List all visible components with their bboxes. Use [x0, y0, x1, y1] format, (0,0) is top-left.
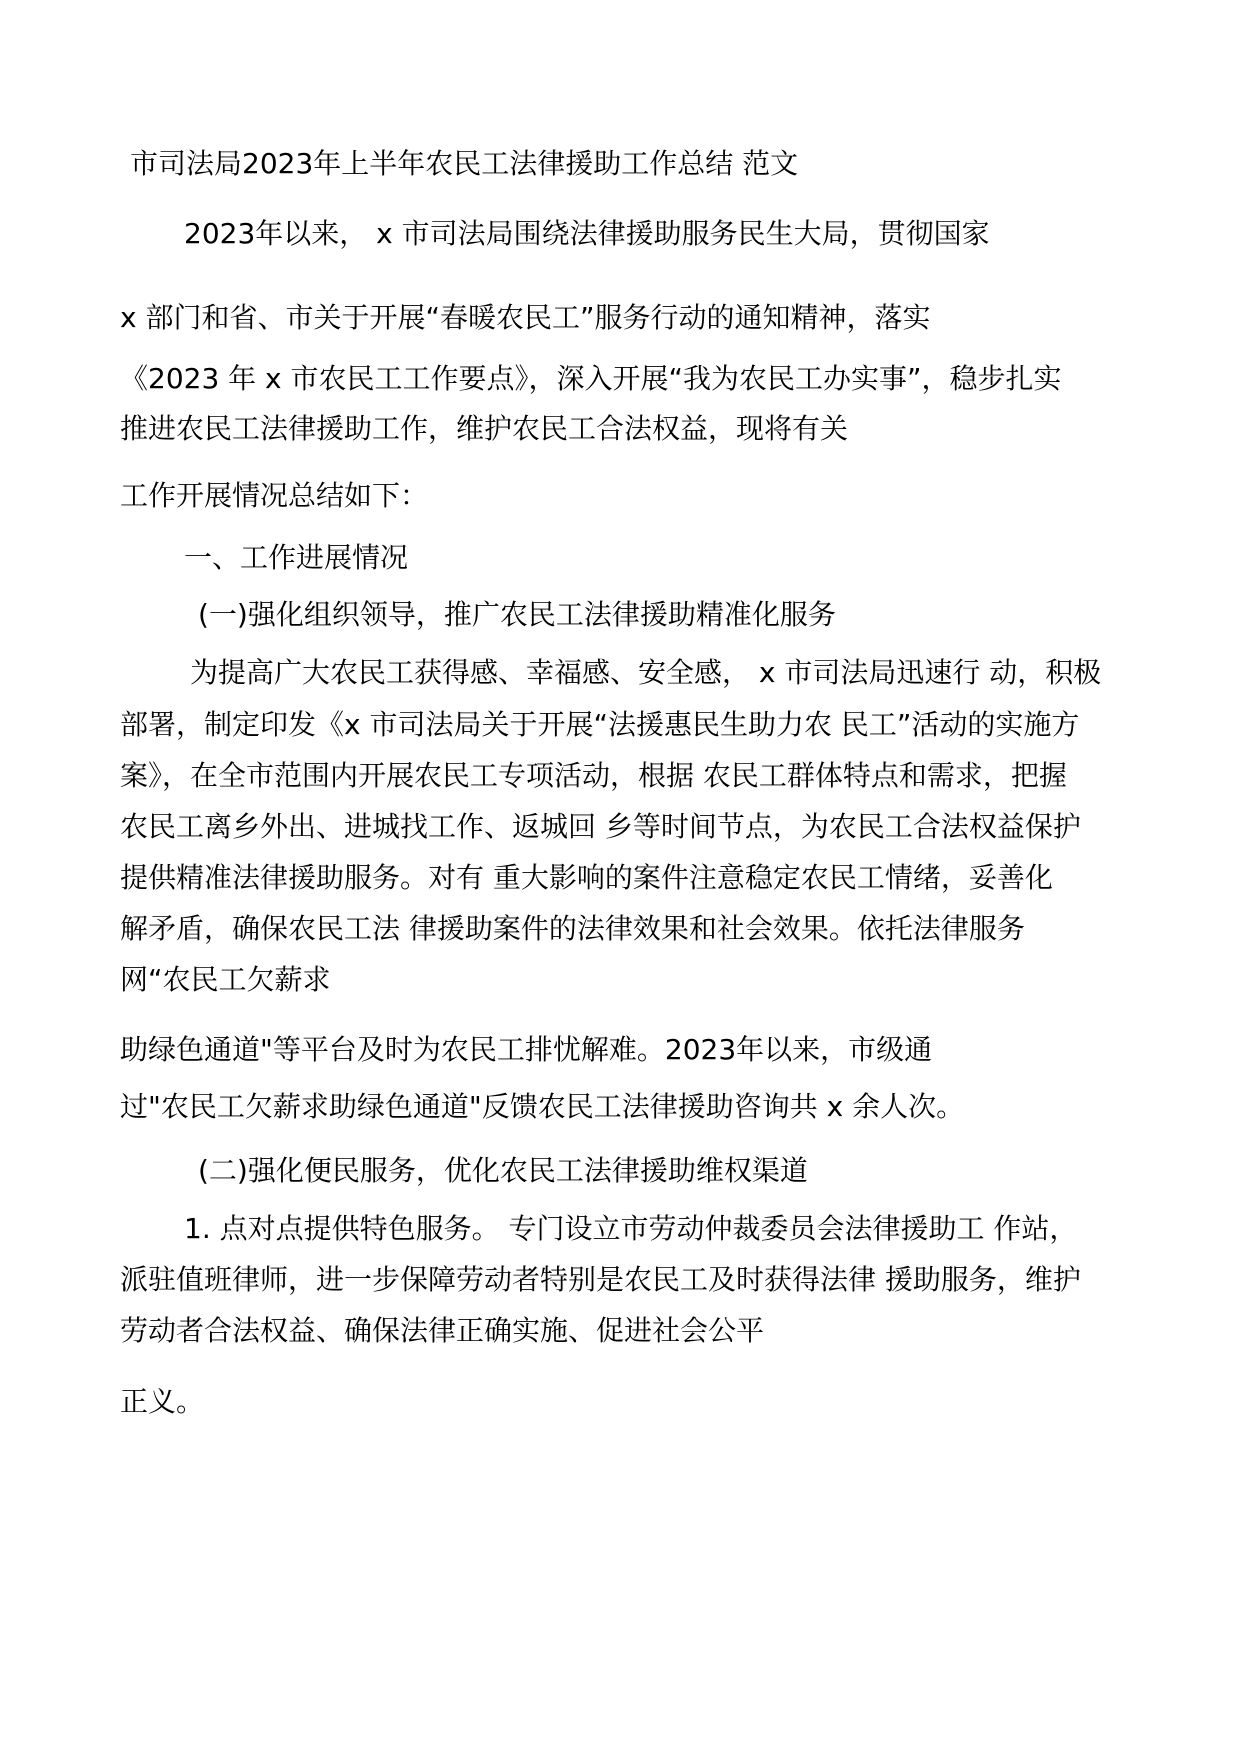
paragraph-line: 工作开展情况总结如下： [120, 479, 429, 512]
paragraph-line: x 部门和省、市关于开展“春暖农民工”服务行动的通知精神，落实 [120, 301, 931, 334]
paragraph-line: 解矛盾，确保农民工法 律援助案件的法律效果和社会效果。依托法律服务 [120, 912, 1025, 945]
paragraph-line: 《2023 年 x 市农民工工作要点》，深入开展“我为农民工办实事”，稳步扎实 [120, 362, 1062, 395]
subsection-heading: (二)强化便民服务，优化农民工法律援助维权渠道 [198, 1154, 808, 1187]
paragraph-line: 劳动者合法权益、确保法律正确实施、促进社会公平 [120, 1314, 765, 1347]
subsection-heading: (一)强化组织领导，推广农民工法律援助精准化服务 [198, 598, 836, 631]
paragraph-line: 网“农民工欠薪求 [120, 963, 331, 996]
paragraph-line: 正义。 [120, 1385, 205, 1418]
section-heading: 一、工作进展情况 [184, 541, 409, 574]
paragraph-line: 为提高广大农民工获得感、幸福感、安全感， x 市司法局迅速行 动，积极 [190, 656, 1102, 689]
paragraph-line: 提供精准法律援助服务。对有 重大影响的案件注意稳定农民工情绪，妥善化 [120, 861, 1053, 894]
paragraph-line: 助绿色通道"等平台及时为农民工排忧解难。2023年以来，市级通 [120, 1033, 933, 1066]
paragraph-line: 推进农民工法律援助工作，维护农民工合法权益，现将有关 [120, 412, 849, 445]
paragraph-line: 2023年以来， x 市司法局围绕法律援助服务民生大局，贯彻国家 [184, 217, 990, 250]
paragraph-line: 过"农民工欠薪求助绿色通道"反馈农民工法律援助咨询共 x 余人次。 [120, 1090, 965, 1123]
document-title: 市司法局2023年上半年农民工法律援助工作总结 范文 [130, 147, 799, 180]
paragraph-line: 派驻值班律师，进一步保障劳动者特别是农民工及时获得法律 援助服务，维护 [120, 1263, 1081, 1296]
paragraph-line: 案》，在全市范围内开展农民工专项活动，根据 农民工群体特点和需求，把握 [120, 759, 1067, 792]
paragraph-line: 1. 点对点提供特色服务。 专门设立市劳动仲裁委员会法律援助工 作站， [184, 1212, 1078, 1245]
paragraph-line: 部署，制定印发《x 市司法局关于开展“法援惠民生助力农 民工”活动的实施方 [120, 708, 1080, 741]
paragraph-line: 农民工离乡外出、进城找工作、返城回 乡等时间节点，为农民工合法权益保护 [120, 810, 1081, 843]
